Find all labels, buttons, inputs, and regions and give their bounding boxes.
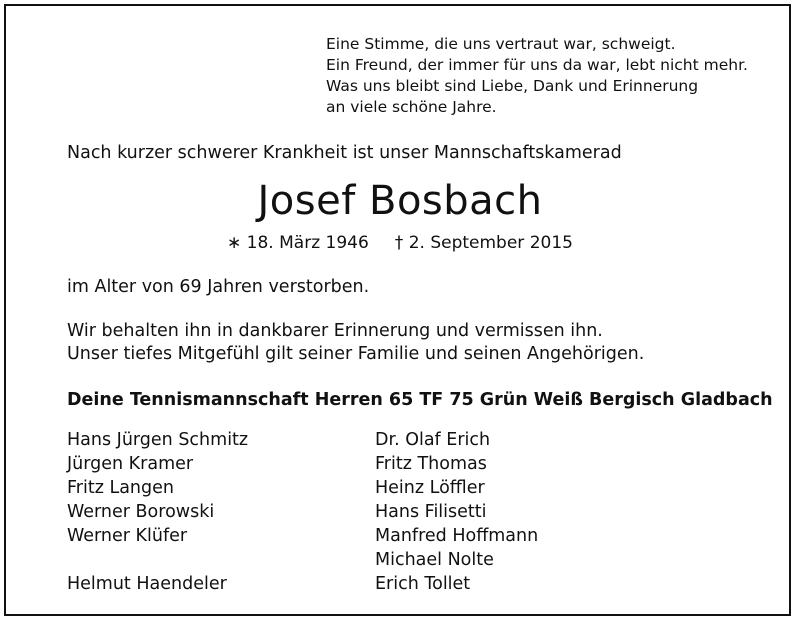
signer-name: Werner Borowski (67, 502, 215, 522)
remembrance-line: Unser tiefes Mitgefühl gilt seiner Familie und seinen Angehörigen. (67, 344, 645, 364)
signer-name: Hans Jürgen Schmitz (67, 430, 249, 450)
signer-name (67, 548, 248, 572)
poem-line: an viele schöne Jahre. (326, 98, 497, 116)
birth-date: ∗ 18. März 1946 (227, 233, 369, 253)
intro-text: Nach kurzer schwerer Krankheit ist unser Mannschaftskamerad (67, 143, 622, 163)
age-text: im Alter von 69 Jahren verstorben. (67, 277, 370, 297)
death-date: † 2. September 2015 (394, 233, 573, 253)
team-signature: Deine Tennismannschaft Herren 65 TF 75 Grün Weiß Bergisch Gladbach (67, 390, 773, 410)
signer-name: Fritz Langen (67, 478, 174, 498)
signer-name: Hans Filisetti (375, 502, 487, 522)
poem-block (326, 34, 748, 118)
signer-name: Heinz Löffler (375, 478, 485, 498)
names-right-column (375, 428, 538, 596)
poem-line: Eine Stimme, die uns vertraut war, schweigt. (326, 35, 676, 53)
names-left-column (67, 428, 248, 596)
signer-name: Helmut Haendeler (67, 574, 227, 594)
remembrance-line: Wir behalten ihn in dankbarer Erinnerung und vermissen ihn. (67, 321, 603, 341)
signer-name: Erich Tollet (375, 574, 471, 594)
signer-name: Michael Nolte (375, 550, 494, 570)
remembrance-block (67, 320, 644, 366)
signer-name: Manfred Hoffmann (375, 526, 539, 546)
deceased-name: Josef Bosbach (257, 178, 543, 224)
signer-name: Fritz Thomas (375, 454, 487, 474)
signer-name: Dr. Olaf Erich (375, 430, 491, 450)
poem-line: Was uns bleibt sind Liebe, Dank und Erinnerung (326, 77, 699, 95)
poem-line: Ein Freund, der immer für uns da war, lebt nicht mehr. (326, 56, 748, 74)
signer-name: Werner Klüfer (67, 526, 188, 546)
life-dates (0, 233, 800, 253)
signer-name: Jürgen Kramer (67, 454, 194, 474)
